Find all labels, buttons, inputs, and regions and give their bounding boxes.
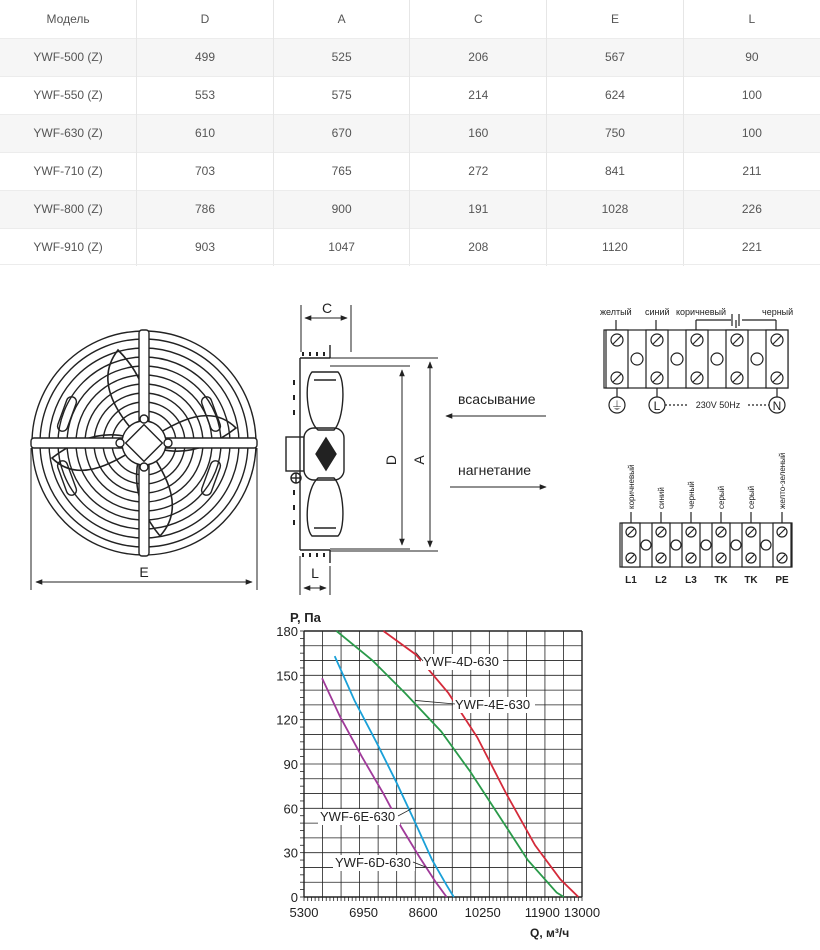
terminal-label: TK (744, 575, 758, 586)
cell-model: YWF-800 (Z) (0, 190, 137, 228)
terminal-n-label: N (772, 399, 782, 413)
cell-c: 160 (410, 114, 547, 152)
series-label: YWF-4D-630 (423, 654, 499, 669)
wiring-diagram-1 (600, 307, 793, 413)
cell-c: 206 (410, 38, 547, 76)
cell-l: 100 (741, 88, 762, 102)
cell-d: 610 (137, 114, 274, 152)
label-a: A (411, 455, 427, 465)
cell-model: YWF-910 (Z) (0, 228, 137, 266)
col-header-d: D (137, 0, 274, 38)
label-e: E (139, 564, 149, 580)
cell-a: 900 (273, 190, 410, 228)
label-d: D (383, 454, 399, 466)
y-tick-label: 90 (283, 757, 298, 772)
cell-c: 272 (410, 152, 547, 190)
y-tick-label: 120 (276, 712, 298, 728)
cell-e: 841 (547, 152, 684, 190)
terminal-label: L1 (625, 575, 637, 586)
x-tick-label: 5300 (289, 905, 319, 920)
wire-label: серый (717, 485, 726, 509)
x-tick-label: 13000 (563, 905, 601, 920)
y-tick-label: 150 (276, 668, 298, 684)
col-header-c: C (410, 0, 547, 38)
cell-d: 903 (137, 228, 274, 266)
cell-d: 499 (137, 38, 274, 76)
wiring-diagram-2 (620, 512, 792, 567)
x-tick-label: 11900 (524, 905, 560, 920)
terminal-label: L2 (655, 575, 667, 586)
wire-label: коричневый (676, 307, 727, 317)
wire-label: синий (645, 307, 670, 317)
x-tick-label: 6950 (349, 905, 379, 920)
wire-label: коричневый (627, 464, 636, 509)
wire-label: желто-зеленый (778, 452, 787, 509)
y-tick-label: 30 (283, 845, 298, 861)
wire-label: черный (687, 481, 696, 509)
cell-e: 624 (547, 76, 684, 114)
series-label: YWF-6D-630 (335, 855, 411, 870)
wire-label: синий (657, 487, 666, 509)
cell-l: 221 (741, 240, 762, 254)
cell-d: 703 (137, 152, 274, 190)
wire-label: желтый (600, 307, 632, 317)
series-label-leader (415, 700, 455, 704)
supply-label: 230V 50Hz (695, 400, 741, 410)
ground-icon: ⏚ (610, 399, 624, 413)
label-l: L (311, 565, 319, 581)
cell-a: 525 (273, 38, 410, 76)
series-label: YWF-4E-630 (455, 697, 531, 712)
x-tick-label: 10250 (464, 905, 501, 920)
performance-chart (0, 610, 820, 950)
cell-e: 1028 (547, 190, 684, 228)
cell-a: 670 (273, 114, 410, 152)
exhaust-label: нагнетание (458, 462, 532, 478)
fan-front-view (31, 330, 257, 590)
cell-l: 100 (741, 126, 762, 140)
y-tick-label: 60 (283, 801, 298, 817)
col-header-a: A (273, 0, 410, 38)
wire-label: черный (762, 307, 794, 317)
col-header-e: E (547, 0, 684, 38)
cell-l: 90 (745, 50, 759, 64)
cell-model: YWF-630 (Z) (0, 114, 137, 152)
col-header-model: Модель (0, 0, 137, 38)
cell-c: 208 (410, 228, 547, 266)
terminal-label: TK (714, 575, 728, 586)
cell-l: 226 (741, 202, 762, 216)
y-tick-label: 0 (290, 890, 298, 905)
cell-d: 553 (137, 76, 274, 114)
cell-e: 1120 (547, 228, 684, 266)
terminal-l-label: L (653, 399, 661, 413)
cell-c: 191 (410, 190, 547, 228)
cell-model: YWF-550 (Z) (0, 76, 137, 114)
cell-d: 786 (137, 190, 274, 228)
terminal-label: PE (775, 575, 789, 586)
cell-a: 575 (273, 76, 410, 114)
series-label: YWF-6E-630 (320, 809, 396, 824)
cell-model: YWF-500 (Z) (0, 38, 137, 76)
y-tick-label: 180 (276, 624, 298, 639)
y-axis-title: P, Па (290, 610, 321, 625)
x-tick-label: 8600 (408, 905, 438, 920)
x-axis-title: Q, м³/ч (530, 926, 570, 940)
terminal-label: L3 (685, 575, 697, 586)
cell-model: YWF-710 (Z) (0, 152, 137, 190)
cell-c: 214 (410, 76, 547, 114)
cell-e: 567 (547, 38, 684, 76)
label-c: C (321, 300, 333, 316)
intake-label: всасывание (458, 391, 536, 407)
cell-l: 211 (742, 164, 762, 178)
fan-side-view (286, 305, 438, 595)
col-header-l: L (748, 11, 756, 26)
cell-a: 1047 (273, 228, 410, 266)
wire-label: серый (747, 485, 756, 509)
cell-e: 750 (547, 114, 684, 152)
cell-a: 765 (273, 152, 410, 190)
